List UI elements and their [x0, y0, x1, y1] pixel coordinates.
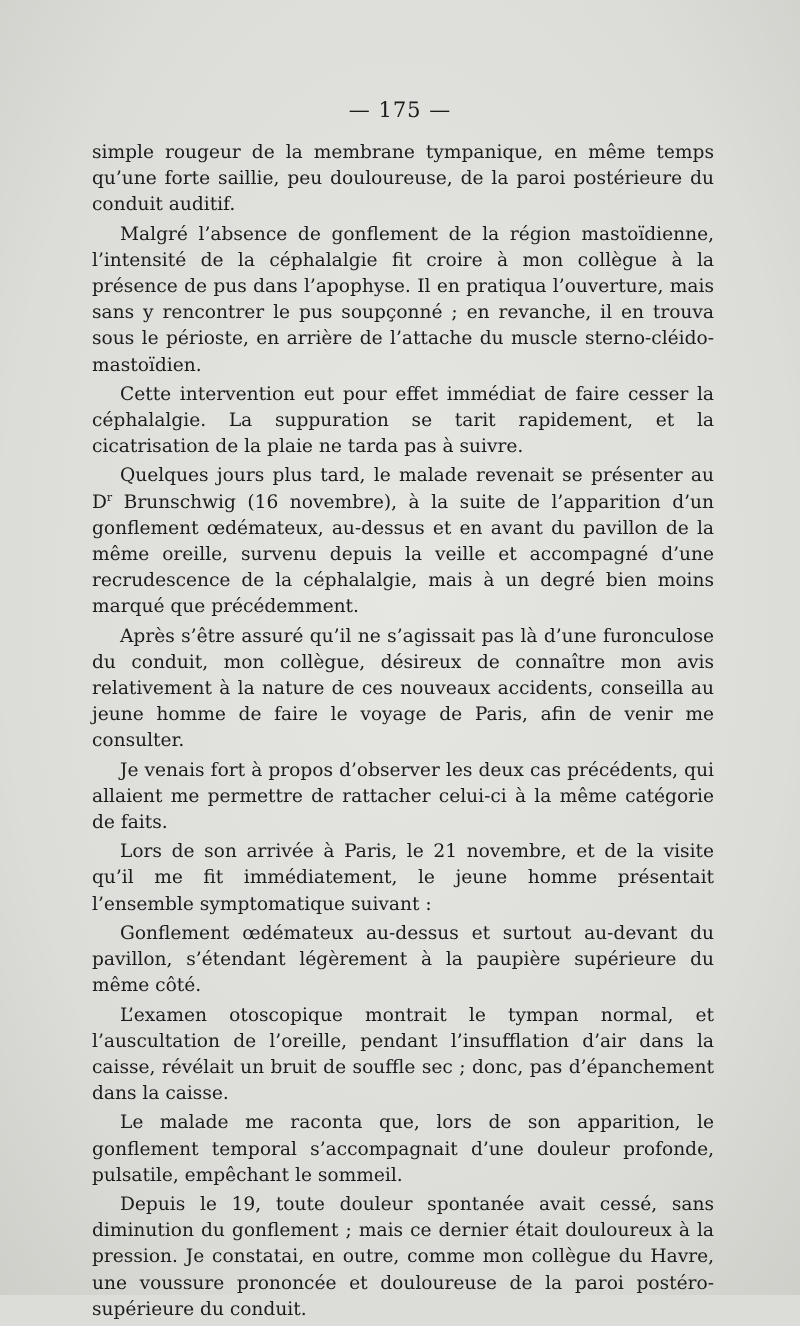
- paragraph: Depuis le 19, toute douleur spontanée avait cessé, sans diminution du gonflement ; mais ce dernier était douloureux à la pression. Je constatai, en outre, comme mon collègue du Havre, une voussure prononcée et douloureuse de la paroi postéro-supérieure du conduit.: [92, 1193, 714, 1320]
- paragraph: [92, 463, 714, 620]
- superscript: r: [106, 490, 113, 504]
- paragraph: Je venais fort à propos d’observer les deux cas précédents, qui allaient me permettre de rattacher celui-ci à la même catégorie de faits.: [92, 759, 714, 834]
- paragraph: Lors de son arrivée à Paris, le 21 novembre, et de la visite qu’il me fit immédiatement, le jeune homme présentait l’ensemble symptomatique suivant :: [92, 841, 714, 915]
- page-number: — 175 —: [348, 98, 452, 122]
- paragraph: Cette intervention eut pour effet immédiat de faire cesser la céphalalgie. La suppuration se tarit rapidement, et la cicatrisation de la plaie ne tarda pas à suivre.: [92, 383, 714, 458]
- paragraph: Le malade me raconta que, lors de son apparition, le gonflement temporal s’accompagnait d’une douleur profonde, pulsatile, empêchant le sommeil.: [92, 1112, 714, 1186]
- paragraph: L’examen otoscopique montrait le tympan normal, et l’auscultation de l’oreille, pendant l’insufflation d’air dans la caisse, révélait un bruit de souffle sec ; donc, pas d’épanchement dans la caisse.: [92, 1004, 714, 1105]
- body-text: [92, 140, 714, 1326]
- paragraph: Après s’être assuré qu’il ne s’agissait pas là d’une furonculose du conduit, mon collègue, désireux de connaître mon avis relativement à la nature de ces nouveaux accidents, conseilla au jeune homme de faire le voyage de Paris, afin de venir me consulter.: [92, 625, 714, 752]
- paragraph-text: Brunschwig (16 novembre), à la suite de l’apparition d’un gonflement œdémateux, au-dessus et en avant du pavillon de la même oreille, survenu depuis la veille et accompagné d’une recrudescence de la céphalalgie, mais à un degré bien moins marqué que précédemment.: [92, 491, 714, 618]
- paragraph: simple rougeur de la membrane tympanique, en même temps qu’une forte saillie, peu douloureuse, de la paroi postérieure du conduit auditif.: [92, 142, 714, 216]
- paragraph-text: Quelques jours plus tard, le malade revenait se présenter au D: [92, 465, 714, 513]
- paragraph: Gonflement œdémateux au-dessus et surtout au-devant du pavillon, s’étendant légèrement à la paupière supérieure du même côté.: [92, 922, 714, 997]
- paragraph: Malgré l’absence de gonflement de la région mastoïdienne, l’intensité de la céphalalgie fit croire à mon collègue à la présence de pus dans l’apophyse. Il en pratiqua l’ouverture, mais sans y rencontrer le pus soupçonné ; en revanche, il en trouva sous le périoste, en arrière de l’attache du muscle sterno-cléido-mastoïdien.: [92, 223, 714, 376]
